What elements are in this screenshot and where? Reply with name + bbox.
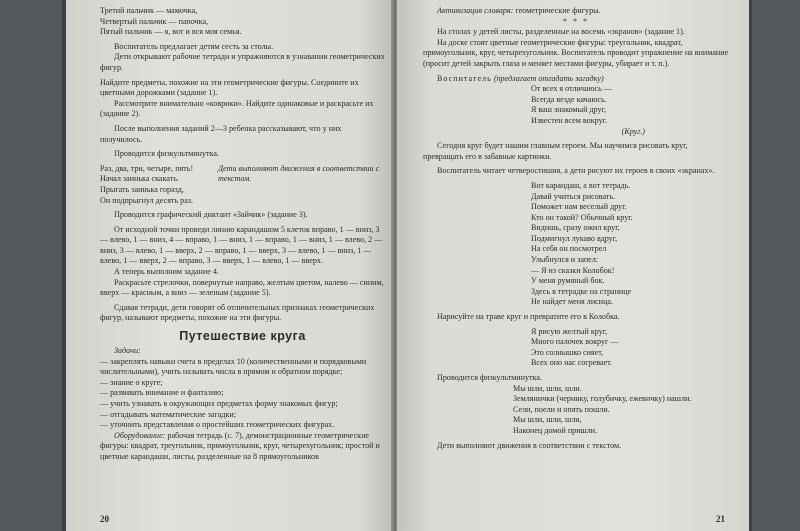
exercise-block — [100, 164, 385, 206]
verse-line: Всегда везде качаюсь. — [531, 94, 607, 104]
verse-line: Улыбнулся и запел: — [531, 255, 599, 265]
verse-line: Много палочек вокруг — — [531, 337, 619, 347]
poem-sun — [423, 327, 729, 369]
verse-line: Раз, два, три, четыре, пять! — [100, 163, 194, 173]
paragraph: Дети выполняют движения в соответствии с текстом. — [437, 440, 622, 450]
verse-line: Начал заинька скакать. — [100, 174, 179, 184]
paragraph: Воспитатель предлагает детям сесть за столы. — [114, 41, 274, 51]
verse-line: На себя он посмотрел — [531, 244, 607, 254]
riddle-answer: (Круг.) — [621, 126, 645, 136]
left-page — [66, 0, 393, 531]
verse-line: Пятый пальчик — я, вот и вся моя семья. — [100, 27, 242, 37]
task-item: — отгадывать математические загадки; — [100, 409, 236, 419]
verse-line: Это солнышко сияет, — [531, 347, 604, 357]
verse-line: — Я из сказки Колобок! — [531, 265, 615, 275]
speaker-label: Воспитатель — [437, 73, 492, 83]
paragraph: После выполнения заданий 2—3 ребенка рассказывают, что у них получилось. — [100, 123, 342, 144]
right-page — [397, 0, 749, 531]
task-item: — закреплять навыки счета в пределах 10 (количественными и порядковыми числительными), учить называть числа в прямом и обратном порядке; — [100, 356, 367, 377]
verse-line: Не найдет меня лисица. — [531, 297, 614, 307]
verse-line: Четвертый пальчик — папочка, — [100, 16, 209, 26]
paragraph: Сегодня круг будет нашим главным героем. Мы научимся рисовать круг, превращать его в забавные картинки. — [423, 141, 688, 161]
verse-line: Видишь, сразу ожил круг, — [531, 223, 620, 233]
vocab-label: Активизация словаря: — [437, 6, 514, 15]
verse-line: Я ваш знакомый друг, — [531, 105, 606, 115]
paragraph: Дети открывают рабочие тетради и упражняются в узнавании геометрических фигур. — [100, 52, 385, 72]
verse-line: Сели, поели и опять пошли. — [513, 404, 610, 414]
verse-line: От всех я отличаюсь — — [531, 84, 612, 94]
paragraph: Найдите предметы, похожие на эти геометрические фигуры. Соедините их цветными дорожками (задание 1). — [100, 77, 359, 98]
speaker-note: (предлагает отгадать загадку) — [493, 73, 604, 83]
riddle — [423, 84, 729, 126]
top-verse — [100, 6, 385, 38]
paragraph: Нарисуйте на траве круг и превратите его в Колобка. — [437, 312, 620, 322]
verse-line: Прыгать заинька горазд, — [100, 184, 184, 194]
section-heading: Путешествие круга — [179, 329, 306, 344]
paragraph: Раскрасьте стрелочки, повернутые направо, желтым цветом, налево — синим, вверх — красным, а вниз — зеленым (задание 5). — [100, 277, 384, 298]
vocab-text: геометрические фигуры. — [515, 6, 601, 15]
verse-line: Всех оно нас согревает. — [531, 358, 613, 368]
verse-line: У меня румяный бок. — [531, 276, 605, 286]
verse-line: Он подпрыгнул десять раз. — [100, 195, 194, 205]
task-item: — учить узнавать в окружающих предметах форму знакомых фигур; — [100, 399, 338, 408]
verse-line: Поможет нам веселый друг. — [531, 202, 627, 212]
verse-line: Кто он такой? Обычный круг. — [531, 212, 633, 222]
page-number: 20 — [100, 514, 109, 525]
paragraph: Проводится физкультминутка. — [114, 149, 219, 159]
paragraph: На доске стоят цветные геометрические фигуры: треугольник, квадрат, прямоугольник, круг, четырехугольник. Воспитатель проводит упражнение на внимание (просит детей закрыть глаза и меняет местами фигуры, убирает и т. п.). — [423, 37, 729, 68]
verse-line: Землянички (чернику, голубичку, ежевичку) нашли. — [513, 394, 692, 404]
verse-line: Подмигнул лукаво вдруг, — [531, 233, 618, 243]
equipment-text: рабочая тетрадь (с. 7), демонстрационные геометрические фигуры: квадрат, треугольник, прямоугольник, круг, четырехугольник; простой и цветные карандаши, листы, разделенные на 8 прямоугольников — [100, 430, 380, 461]
exercise-note: Дети выполняют движения в соответствии с текстом. — [218, 163, 380, 184]
verse-line: Вот карандаш, а вот тетрадь. — [531, 180, 631, 190]
paragraph: А теперь выполним задание 4. — [114, 267, 219, 277]
poem — [423, 181, 729, 308]
verse-line: Давай учиться рисовать. — [531, 191, 616, 201]
task-item: — уточнить представления о простейших геометрических фигурах. — [100, 420, 335, 430]
poem-walk — [423, 384, 729, 437]
paragraph: Сдавая тетради, дети говорят об отличительных признаках геометрических фигур, называют предметы, похожие на эти фигуры. — [100, 302, 375, 323]
paragraph: Проводится физкультминутка. — [437, 373, 542, 382]
equipment-label: Оборудование: — [114, 430, 166, 440]
task-item: — развивать внимание и фантазию; — [100, 388, 224, 398]
paragraph: Рассмотрите внимательно «коврики». Найдите одинаковые и раскрасьте их (задание 2). — [100, 98, 374, 119]
paragraph: На столах у детей листы, разделенные на восемь «экранов» (задание 1). — [437, 27, 685, 37]
verse-line: Наконец домой пришли. — [513, 425, 598, 435]
verse-line: Третий пальчик — мамочка, — [100, 6, 198, 15]
paragraph: От исходной точки проведи линию карандашом 5 клеток вправо, 1 — вниз, 3 — влево, 1 — вниз, 4 — вправо, 1 — вниз, 1 — вправо, 1 — вниз, 1 — влево, 2 — вниз, 3 — влево, 1 — вверх, 2 — вправо, 1 — вверх, 3 — влево, 1 — вниз, 1 — влево, 1 — вверх, 2 — вправо, 3 — вверх, 1 — влево, 1 — вверх. — [100, 224, 383, 266]
page-number: 21 — [716, 514, 725, 525]
task-item: — знание о круге; — [100, 377, 163, 387]
paragraph: Проводится графический диктант «Зайчик» (задание 3). — [114, 210, 308, 220]
section-divider: * * * — [562, 16, 590, 26]
verse-line: Мы шли, шли, шли, — [513, 415, 582, 425]
verse-line: Я рисую желтый круг, — [531, 326, 608, 336]
paragraph: Воспитатель читает четверостишия, а дети рисуют их героев в своих «экранах». — [437, 166, 715, 176]
verse-line: Мы шли, шли, шли. — [513, 383, 582, 393]
verse-line: Здесь в тетрадке на странице — [531, 286, 632, 296]
verse-line: Известен всем вокруг. — [531, 115, 608, 125]
tasks-label: Задачи: — [114, 346, 141, 356]
